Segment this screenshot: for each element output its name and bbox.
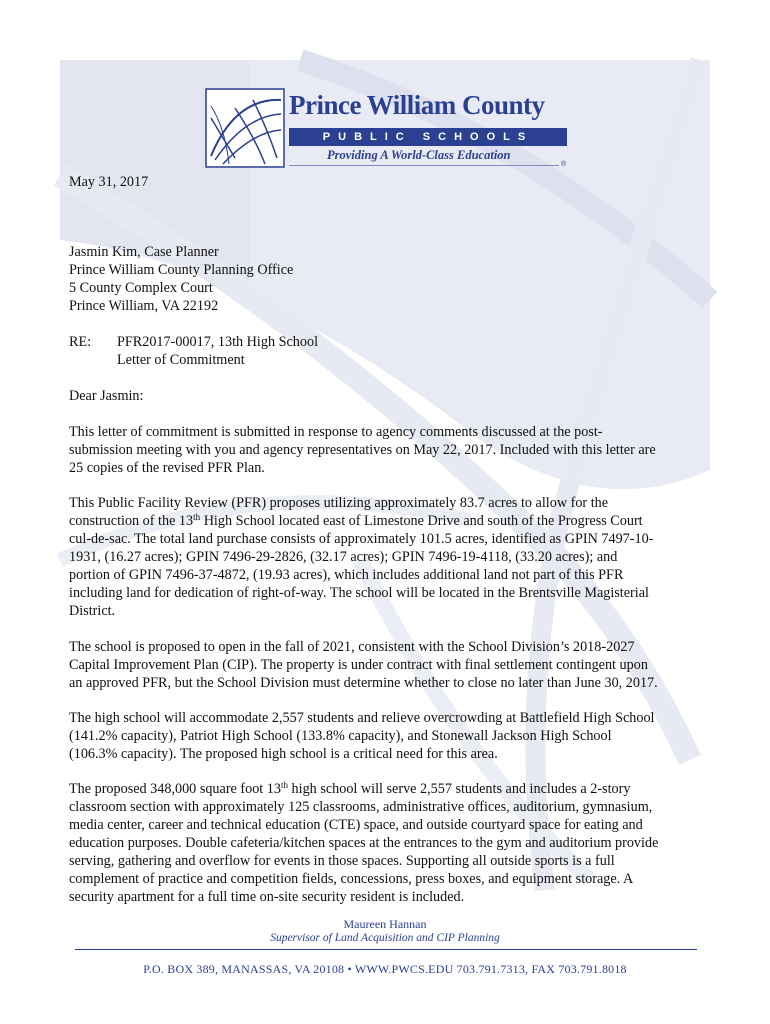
re-label: RE: (69, 334, 92, 350)
footer-address: P.O. BOX 389, MANASSAS, VA 20108 • WWW.PWCS.EDU 703.791.7313, FAX 703.791.8018 (143, 962, 627, 976)
logo-subtitle: PUBLIC SCHOOLS (289, 128, 567, 146)
recipient-address (69, 243, 709, 315)
text-line: security apartment for a full time on-site security resident is included. (69, 889, 465, 905)
pwcs-logo (205, 88, 567, 174)
text-line: This Public Facility Review (PFR) proposes utilizing approximately 83.7 acres to allow for the (69, 495, 609, 511)
paragraph-1 (69, 423, 709, 477)
text-line: Capital Improvement Plan (CIP). The property is under contract with final settlement contingent upon (69, 657, 648, 673)
text-line: complement of practice and competition fields, concessions, press boxes, and equipment storage. A (69, 871, 634, 887)
signature-title: Supervisor of Land Acquisition and CIP Planning (270, 932, 500, 944)
text-line: serving, gathering and overflow for events in those spaces. Supporting all outside sports is a full (69, 853, 615, 869)
superscript: th (193, 512, 201, 522)
recipient-line: 5 County Complex Court (69, 280, 213, 296)
text-line: including land for dedication of right-of-way. The school will be located in the Brentsville Magisterial (69, 585, 649, 601)
text-line: 1931, (16.27 acres); GPIN 7496-29-2826, (32.17 acres); GPIN 7496-19-4118, (33.20 acres); and (69, 549, 618, 565)
text-line: education purposes. Double cafeteria/kitchen spaces at the entrances to the gym and auditorium provide (69, 835, 659, 851)
text-line: classroom section with approximately 125 classrooms, administrative offices, auditorium, gymnasium, (69, 799, 653, 815)
paragraph-2 (69, 494, 709, 620)
paragraph-3 (69, 638, 709, 692)
recipient-line: Prince William County Planning Office (69, 262, 294, 278)
logo-title: Prince William County (289, 90, 545, 120)
text-line: an approved PFR, but the School Division must determine whether to close no later than June 30, 2017. (69, 675, 658, 691)
signature-name: Maureen Hannan (343, 917, 427, 931)
superscript: th (280, 780, 288, 790)
recipient-line: Jasmin Kim, Case Planner (69, 244, 219, 260)
text-line: 25 copies of the revised PFR Plan. (69, 460, 265, 476)
recipient-line: Prince William, VA 22192 (69, 298, 219, 314)
re-line: PFR2017-00017, 13th High School (117, 334, 319, 350)
text-line: cul-de-sac. The total land purchase consists of approximately 101.5 acres, identified as GPIN 7497-10- (69, 531, 654, 547)
paragraph-4 (69, 709, 709, 763)
globe-logo-icon (205, 88, 285, 168)
text-line: (141.2% capacity), Patriot High School (133.8% capacity), and Stonewall Jackson High School (69, 728, 612, 744)
text-segment: high school will serve 2,557 students and includes a 2-story (288, 781, 631, 797)
text-line: District. (69, 603, 116, 619)
re-line: Letter of Commitment (117, 352, 245, 368)
text-line: media center, career and technical education (CTE) space, and outside courtyard space for eating and (69, 817, 643, 833)
letter-date: May 31, 2017 (69, 174, 149, 190)
text-line: The school is proposed to open in the fall of 2021, consistent with the School Division’s 2018-2027 (69, 639, 635, 655)
text-line (69, 780, 709, 798)
salutation: Dear Jasmin: (69, 388, 144, 404)
text-line: The high school will accommodate 2,557 students and relieve overcrowding at Battlefield High School (69, 710, 655, 726)
logo-tagline: Providing A World-Class Education (327, 148, 511, 162)
logo-rule (289, 165, 559, 166)
text-line: (106.3% capacity). The proposed high school is a critical need for this area. (69, 746, 498, 762)
text-line: portion of GPIN 7496-37-4872, (19.93 acres), which includes additional land not part of this PFR (69, 567, 624, 583)
text-line: submission meeting with you and agency representatives on May 22, 2017. Included with this letter are (69, 442, 656, 458)
text-segment: construction of the 13 (69, 513, 194, 529)
text-line: This letter of commitment is submitted in response to agency comments discussed at the post- (69, 424, 603, 440)
text-line (69, 512, 709, 530)
paragraph-5 (69, 780, 709, 906)
footer-divider (75, 949, 697, 950)
registered-mark: ® (561, 161, 567, 168)
text-segment: High School located east of Limestone Drive and south of the Progress Court (200, 513, 643, 529)
text-segment: The proposed 348,000 square foot 13 (69, 781, 281, 797)
